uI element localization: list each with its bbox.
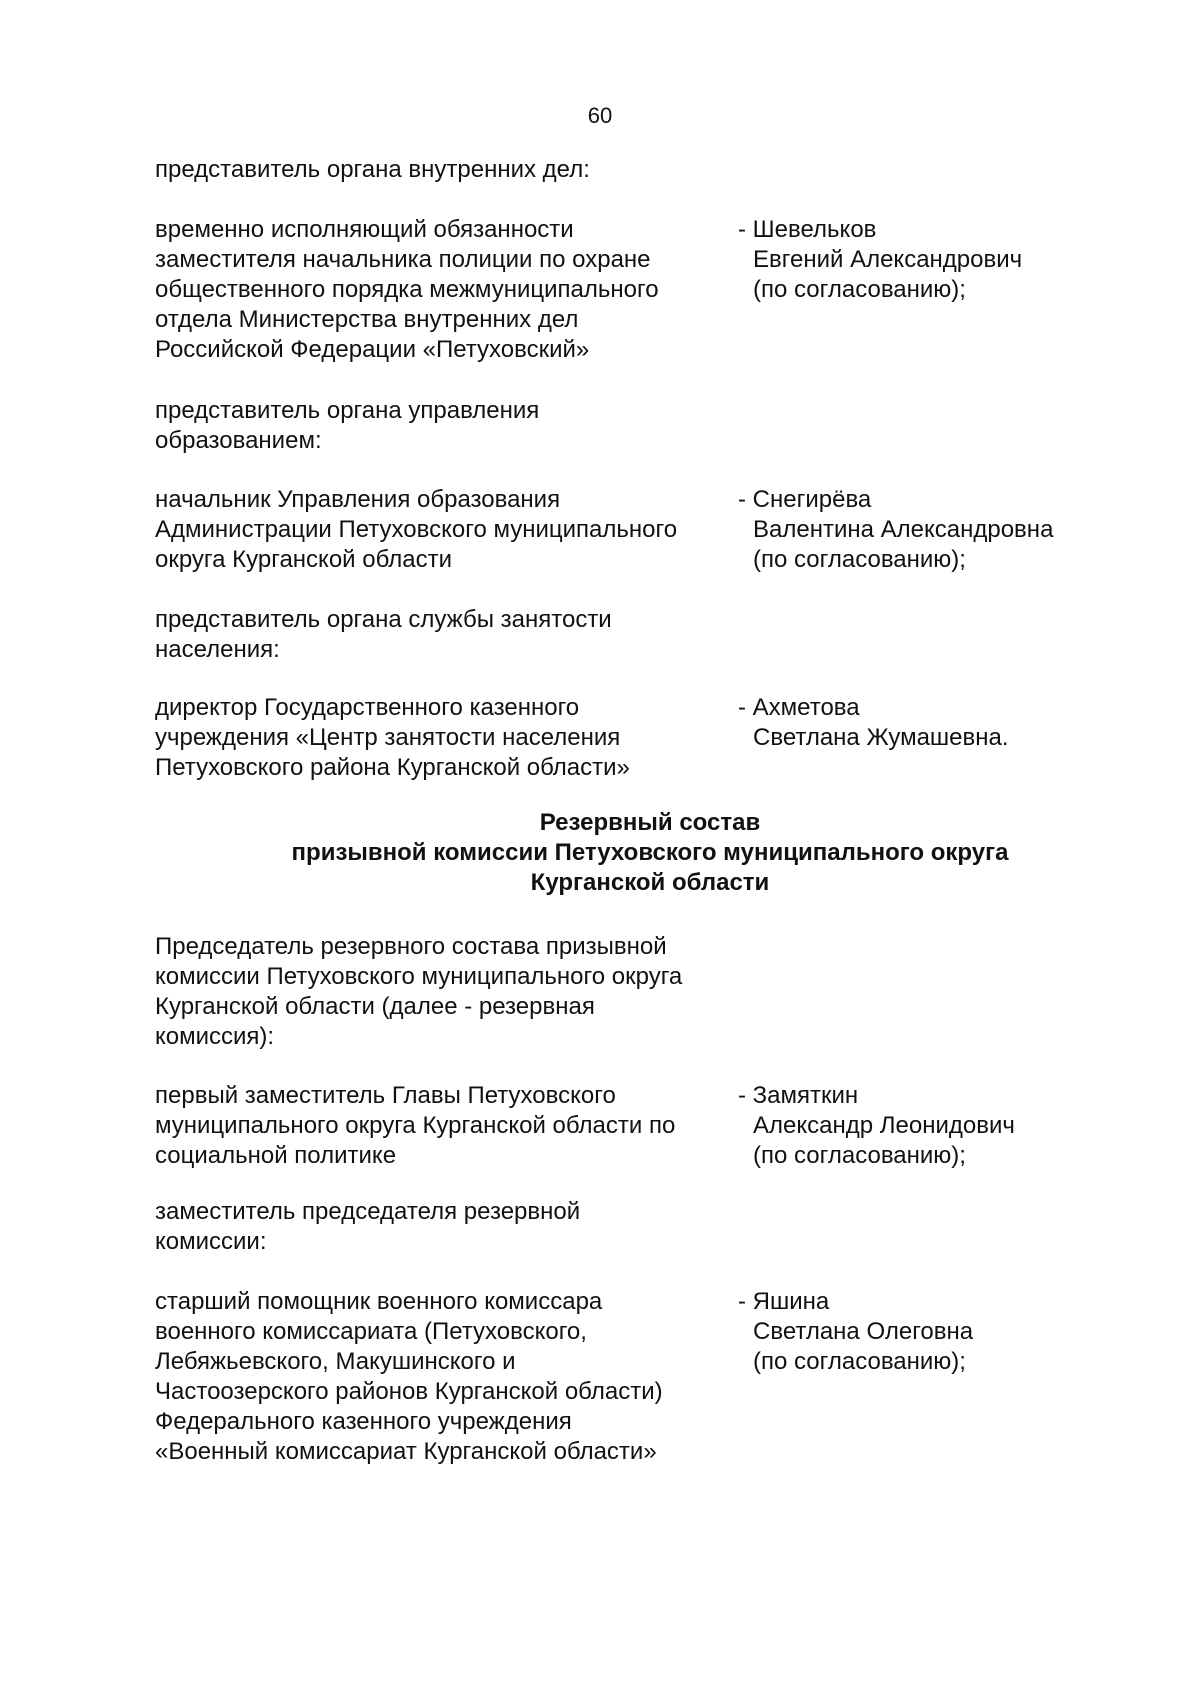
text-line: муниципального округа Курганской области по: [155, 1112, 676, 1139]
text-line: Петуховского района Курганской области»: [155, 754, 630, 781]
member-name: [738, 485, 1053, 575]
text-line: комиссия):: [155, 1023, 275, 1050]
text-line: первый заместитель Главы Петуховского: [155, 1082, 616, 1109]
text-line: Частоозерского районов Курганской области): [155, 1378, 663, 1405]
text-line: комиссии Петуховского муниципального округа: [155, 963, 683, 990]
section-header: [155, 1197, 580, 1257]
text-line: комиссии:: [155, 1228, 267, 1255]
text-line: населения:: [155, 636, 280, 663]
page-number: 60: [587, 103, 613, 128]
member-name: [738, 1081, 1015, 1171]
text-line: (по согласованию);: [753, 1142, 966, 1169]
text-line: общественного порядка межмуниципального: [155, 276, 659, 303]
position-description: [155, 485, 677, 575]
text-line: - Шевельков: [738, 216, 877, 243]
reserve-title: [250, 808, 1050, 898]
text-line: округа Курганской области: [155, 546, 453, 573]
text-line: - Ахметова: [738, 694, 860, 721]
text-line: представитель органа управления: [155, 397, 540, 424]
text-line: Администрации Петуховского муниципального: [155, 516, 678, 543]
text-line: представитель органа службы занятости: [155, 606, 612, 633]
title-line: Курганской области: [530, 869, 770, 896]
text-line: заместителя начальника полиции по охране: [155, 246, 651, 273]
position-description: [155, 693, 630, 783]
text-line: учреждения «Центр занятости населения: [155, 724, 621, 751]
text-line: отдела Министерства внутренних дел: [155, 306, 579, 333]
position-description: [155, 215, 659, 365]
text-line: Лебяжьевского, Макушинского и: [155, 1348, 516, 1375]
text-line: социальной политике: [155, 1142, 397, 1169]
text-line: - Снегирёва: [738, 486, 872, 513]
text-line: Председатель резервного состава призывной: [155, 933, 667, 960]
member-name: [738, 215, 1022, 305]
text-line: представитель органа внутренних дел:: [155, 156, 590, 183]
text-line: Курганской области (далее - резервная: [155, 993, 595, 1020]
text-line: начальник Управления образования: [155, 486, 561, 513]
text-line: Валентина Александровна: [753, 516, 1054, 543]
text-line: Евгений Александрович: [753, 246, 1023, 273]
text-line: старший помощник военного комиссара: [155, 1288, 603, 1315]
text-line: Александр Леонидович: [753, 1112, 1015, 1139]
text-line: Светлана Олеговна: [753, 1318, 974, 1345]
text-line: (по согласованию);: [753, 546, 966, 573]
section-header: [155, 605, 612, 665]
title-line: призывной комиссии Петуховского муниципального округа: [291, 839, 1009, 866]
text-line: «Военный комиссариат Курганской области»: [155, 1438, 657, 1465]
position-description: [155, 1287, 663, 1467]
title-line: Резервный состав: [539, 809, 761, 836]
text-line: Федерального казенного учреждения: [155, 1408, 572, 1435]
text-line: Светлана Жумашевна.: [753, 724, 1009, 751]
text-line: Российской Федерации «Петуховский»: [155, 336, 590, 363]
text-line: временно исполняющий обязанности: [155, 216, 574, 243]
section-header: [155, 155, 590, 185]
text-line: - Яшина: [738, 1288, 830, 1315]
text-line: военного комиссариата (Петуховского,: [155, 1318, 587, 1345]
section-header: [155, 932, 682, 1052]
text-line: - Замяткин: [738, 1082, 859, 1109]
text-line: образованием:: [155, 427, 322, 454]
text-line: заместитель председателя резервной: [155, 1198, 581, 1225]
text-line: (по согласованию);: [753, 1348, 966, 1375]
member-name: [738, 1287, 973, 1377]
text-line: (по согласованию);: [753, 276, 966, 303]
position-description: [155, 1081, 675, 1171]
section-header: [155, 396, 539, 456]
member-name: [738, 693, 1009, 753]
text-line: директор Государственного казенного: [155, 694, 580, 721]
